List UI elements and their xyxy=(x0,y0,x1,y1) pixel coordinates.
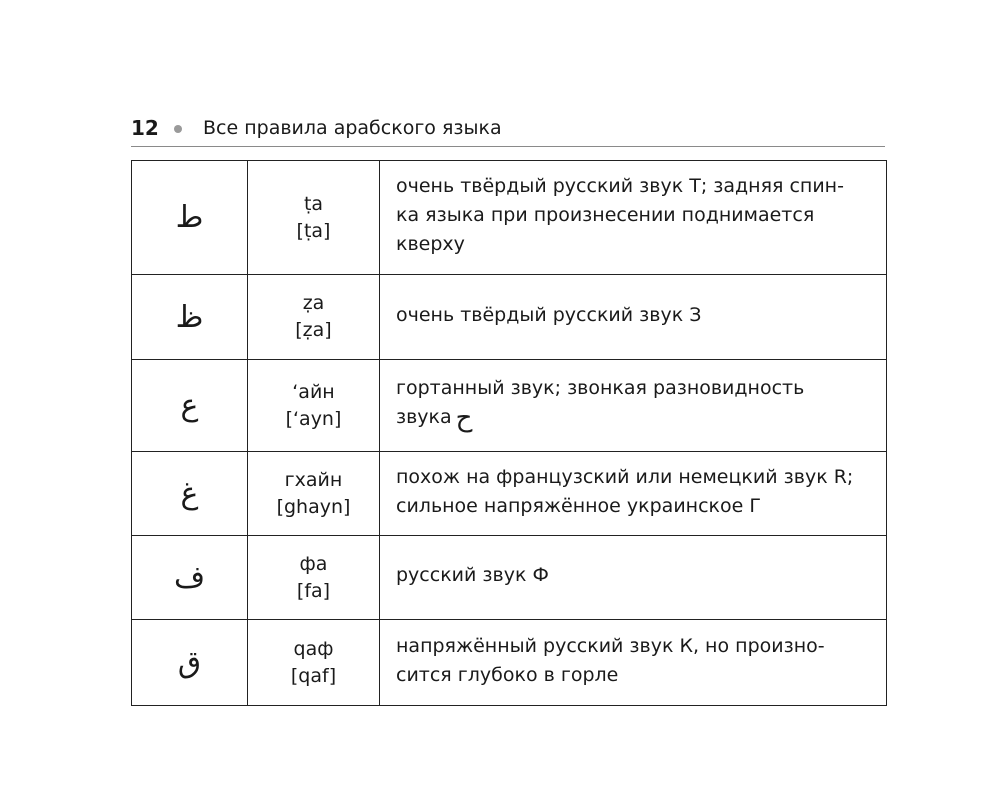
transliteration: ṭa xyxy=(303,192,324,215)
transliteration-cell xyxy=(248,536,380,620)
description-line: сильное напряжённое украинское Г xyxy=(396,494,761,517)
arabic-letter: ف xyxy=(132,536,248,620)
description-line: русский звук Ф xyxy=(396,564,549,586)
table-row xyxy=(132,161,887,275)
inline-arabic-letter: ح xyxy=(455,403,473,433)
transliteration: qaф xyxy=(293,637,334,660)
arabic-letter: ع xyxy=(132,360,248,452)
page-number: 12 xyxy=(131,116,159,140)
arabic-letter: ظ xyxy=(132,275,248,360)
description-cell xyxy=(380,161,887,275)
transliteration-cell xyxy=(248,275,380,360)
arabic-letter: ق xyxy=(132,620,248,706)
description-line xyxy=(396,403,874,433)
transliteration: ẓa xyxy=(302,292,325,314)
transcription: [ṭa] xyxy=(296,219,331,242)
arabic-letter: ط xyxy=(132,161,248,275)
transliteration-cell xyxy=(248,161,380,275)
table-row xyxy=(132,620,887,706)
description-line: очень твёрдый русский звук Т; задняя спин- xyxy=(396,175,844,197)
table-row xyxy=(132,275,887,360)
transcription: [ghayn] xyxy=(276,495,351,518)
bullet-separator-icon xyxy=(174,125,182,133)
transliteration: ‘айн xyxy=(292,380,335,403)
description-text: звука xyxy=(396,406,452,428)
running-header xyxy=(131,112,885,147)
table-row xyxy=(132,360,887,452)
description-cell xyxy=(380,275,887,360)
description-line: похож на французский или немецкий звук R; xyxy=(396,465,854,488)
description-line: гортанный звук; звонкая разновидность xyxy=(396,377,805,399)
transliteration-cell xyxy=(248,620,380,706)
transliteration-cell xyxy=(248,452,380,536)
description-line: напряжённый русский звук К, но произно- xyxy=(396,634,825,657)
table-row xyxy=(132,452,887,536)
transliteration: фа xyxy=(299,552,328,575)
transliteration-cell xyxy=(248,360,380,452)
transliteration: гхайн xyxy=(284,468,343,491)
table-row xyxy=(132,536,887,620)
description-line: очень твёрдый русский звук З xyxy=(396,303,702,326)
description-line: ка языка при произнесении поднимается xyxy=(396,204,815,226)
arabic-letter: غ xyxy=(132,452,248,536)
transcription: [fa] xyxy=(296,579,331,602)
transcription: [qaf] xyxy=(290,664,337,687)
alphabet-table xyxy=(131,160,887,706)
description-cell xyxy=(380,536,887,620)
transcription: [ẓa] xyxy=(295,319,332,341)
description-cell xyxy=(380,620,887,706)
description-cell xyxy=(380,452,887,536)
book-title: Все правила арабского языка xyxy=(203,117,502,139)
description-cell xyxy=(380,360,887,452)
description-line: сится глубоко в горле xyxy=(396,663,619,686)
transcription: [‘ayn] xyxy=(285,407,342,430)
description-line: кверху xyxy=(396,233,465,255)
